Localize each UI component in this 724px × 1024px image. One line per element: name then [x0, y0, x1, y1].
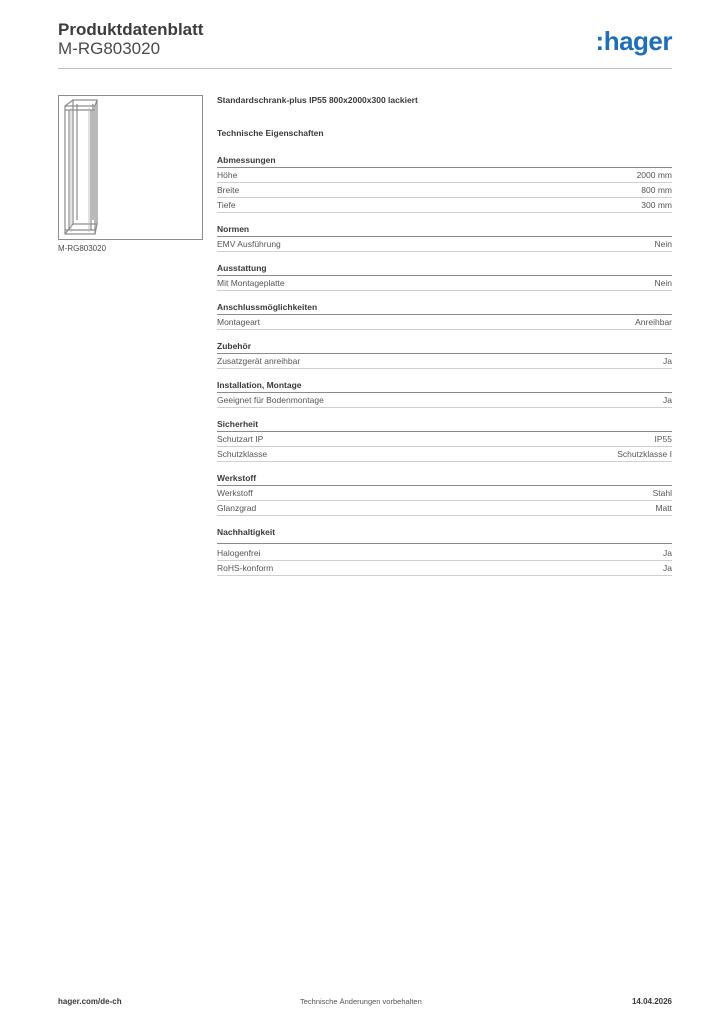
table-row — [217, 546, 672, 561]
group-ausstattung — [217, 263, 672, 291]
section-heading: Technische Eigenschaften — [217, 128, 324, 138]
footer-website-link[interactable]: hager.com/de-ch — [58, 997, 122, 1006]
row-label: Schutzart IP — [217, 434, 264, 444]
group-zubehoer — [217, 341, 672, 369]
image-caption: M-RG803020 — [58, 244, 107, 253]
table-row — [217, 237, 672, 252]
table-row — [217, 198, 672, 213]
table-row — [217, 432, 672, 447]
table-row — [217, 183, 672, 198]
row-label: Werkstoff — [217, 488, 253, 498]
footer-date: 14.04.2026 — [631, 997, 672, 1006]
table-row — [217, 561, 672, 576]
row-value: 2000 mm — [636, 170, 672, 180]
article-number: M-RG803020 — [58, 39, 161, 58]
row-label: Glanzgrad — [217, 503, 257, 513]
product-details — [217, 95, 672, 587]
document-title: Produktdatenblatt — [58, 20, 204, 39]
product-name: Standardschrank-plus IP55 800x2000x300 lackiert — [217, 95, 418, 105]
group-title: Normen — [217, 224, 672, 237]
group-abmessungen — [217, 155, 672, 213]
row-label: Höhe — [217, 170, 238, 180]
row-value: IP55 — [654, 434, 672, 444]
row-value: Ja — [663, 548, 672, 558]
group-title: Zubehör — [217, 341, 672, 354]
row-label: Schutzklasse — [217, 449, 268, 459]
row-label: Mit Montageplatte — [217, 278, 285, 288]
table-row — [217, 393, 672, 408]
row-value: Schutzklasse I — [617, 449, 672, 459]
group-title: Werkstoff — [217, 473, 672, 486]
row-label: Montageart — [217, 317, 260, 327]
row-label: Zusatzgerät anreihbar — [217, 356, 301, 366]
footer-notice: Technische Änderungen vorbehalten — [300, 997, 422, 1006]
row-value: 300 mm — [641, 200, 672, 210]
row-value: Nein — [654, 239, 672, 249]
group-anschlussmoeglichkeiten — [217, 302, 672, 330]
row-value: Stahl — [652, 488, 672, 498]
table-row — [217, 315, 672, 330]
row-value: Nein — [654, 278, 672, 288]
cabinet-frame-icon — [59, 96, 202, 239]
row-value: Anreihbar — [635, 317, 672, 327]
row-label: Geeignet für Bodenmontage — [217, 395, 324, 405]
table-row — [217, 276, 672, 291]
row-value: Ja — [663, 563, 672, 573]
product-image — [58, 95, 203, 240]
row-value: Ja — [663, 395, 672, 405]
group-installation-montage — [217, 380, 672, 408]
row-label: RoHS-konform — [217, 563, 274, 573]
group-normen — [217, 224, 672, 252]
group-title: Nachhaltigkeit — [217, 527, 672, 544]
row-label: Halogenfrei — [217, 548, 261, 558]
header-divider — [58, 68, 672, 69]
group-title: Abmessungen — [217, 155, 672, 168]
table-row — [217, 447, 672, 462]
group-title: Installation, Montage — [217, 380, 672, 393]
row-value: 800 mm — [641, 185, 672, 195]
row-label: Tiefe — [217, 200, 236, 210]
group-title: Ausstattung — [217, 263, 672, 276]
table-row — [217, 354, 672, 369]
group-nachhaltigkeit — [217, 527, 672, 576]
group-title: Anschlussmöglichkeiten — [217, 302, 672, 315]
group-werkstoff — [217, 473, 672, 516]
row-label: EMV Ausführung — [217, 239, 281, 249]
hager-logo: :hager — [595, 26, 672, 56]
row-label: Breite — [217, 185, 240, 195]
group-sicherheit — [217, 419, 672, 462]
group-title: Sicherheit — [217, 419, 672, 432]
table-row — [217, 168, 672, 183]
row-value: Ja — [663, 356, 672, 366]
row-value: Matt — [655, 503, 672, 513]
table-row — [217, 486, 672, 501]
table-row — [217, 501, 672, 516]
